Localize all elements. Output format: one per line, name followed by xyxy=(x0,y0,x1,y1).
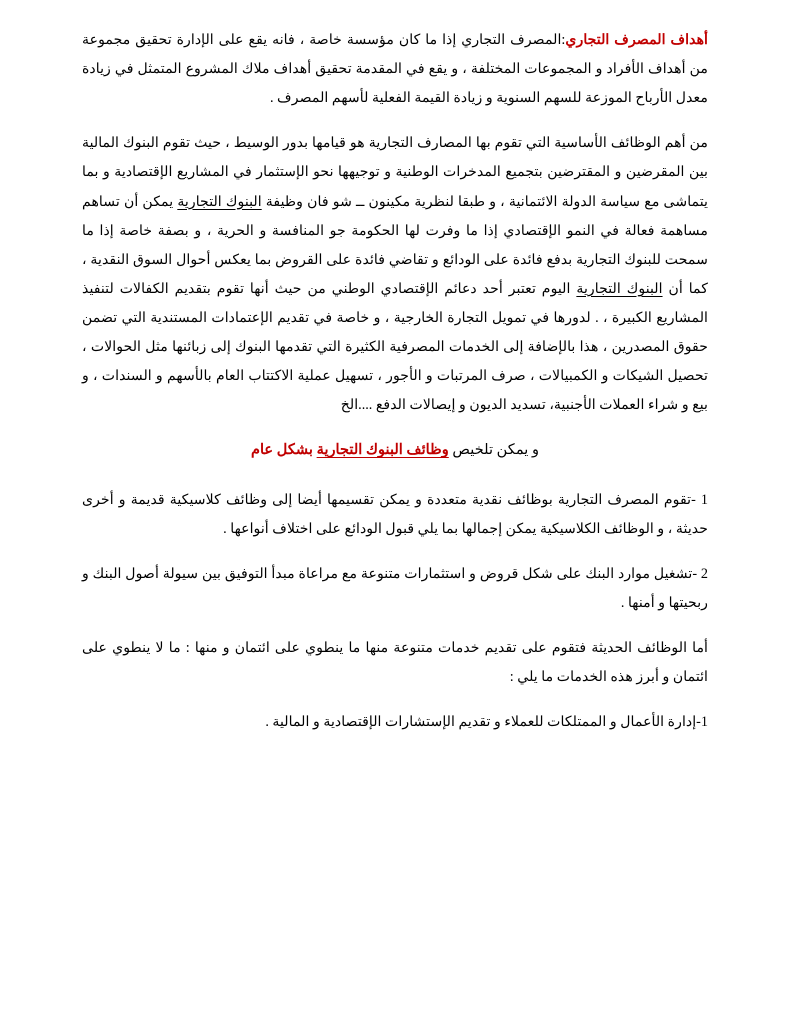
numbered-item-2-number: 2 - xyxy=(692,565,708,582)
numbered-item-2 xyxy=(82,560,708,618)
functions-underlined-1: البنوك التجارية xyxy=(177,193,262,210)
functions-segment-2: يمكن أن تساهم مساهمة فعالة في النمو الإقتصادي إذا ما وفرت لها الحكومة جو المنافسة و الحرية ، و بصفة خاصة إذا ما سمحت للبنوك التجارية بدفع فائدة على الودائع و تقاضي فائدة على القروض بما يعكس أحوال السوق النقدية ، كما أن xyxy=(82,193,708,297)
paragraph-bank-functions xyxy=(82,129,708,420)
paragraph-modern-functions: أما الوظائف الحديثة فتقوم على تقديم خدمات متنوعة منها ما ينطوي على ائتمان و منها : ما لا ينطوي على ائتمان و أبرز هذه الخدمات ما يلي : xyxy=(82,640,708,686)
numbered-item-1-text: تقوم المصرف التجارية بوظائف نقدية متعددة و يمكن تقسيمها أيضا إلى وظائف كلاسيكية قديمة و أخرى حديثة ، و الوظائف الكلاسيكية يمكن إجمالها بما يلي قبول الودائع على اختلاف أنواعها . xyxy=(82,491,708,537)
document-body xyxy=(82,26,708,737)
numbered-item-2-text: تشغيل موارد البنك على شكل قروض و استثمارات متنوعة مع مراعاة مبدأ التوفيق بين سيولة أصول البنك و ربحيتها و أمنها . xyxy=(82,565,708,611)
functions-underlined-2: البنوك التجارية xyxy=(576,280,663,297)
paragraph-bank-goals-text: :المصرف التجاري إذا ما كان مؤسسة خاصة ، فانه يقع على الإدارة تحقيق مجموعة من أهداف الأفراد و المجموعات المختلفة ، و يقع في المقدمة تحقيق أهداف ملاك المشروع المتمثل في زيادة معدل الأرباح الموزعة للسهم السنوية و زيادة القيمة الفعلية لأسهم المصرف . xyxy=(82,32,708,107)
functions-segment-1: من أهم الوظائف الأساسية التي تقوم بها المصارف التجارية هو قيامها بدور الوسيط ، حيث تقوم البنوك المالية بين المقرضين و المقترضين بتجميع المدخرات الوطنية و توجيهها نحو الإستثمار في المشاريع الإقتصادية و بما يتماشى مع سياسة الدولة الائتمانية ، و طبقا لنظرية مكينون ــ شو فان وظيفة xyxy=(82,135,708,210)
summary-heading-suffix: بشكل عام xyxy=(250,442,317,459)
numbered-item-1-number: 1 - xyxy=(691,491,708,508)
paragraph-bank-goals xyxy=(82,26,708,113)
summary-heading-prefix: و يمكن تلخيص xyxy=(448,442,540,459)
summary-heading-emphasis: وظائف البنوك التجارية xyxy=(316,442,449,459)
service-item-1-text: إدارة الأعمال و الممتلكات للعملاء و تقديم الإستشارات الإقتصادية و المالية . xyxy=(265,714,697,731)
service-item-1-number: 1- xyxy=(696,714,708,731)
heading-bank-goals: أهداف المصرف التجاري xyxy=(565,32,708,48)
summary-heading xyxy=(82,436,708,465)
numbered-item-1 xyxy=(82,486,708,544)
functions-segment-3: اليوم تعتبر أحد دعائم الإقتصادي الوطني من حيث أنها تقوم بتقديم الكفالات لتنفيذ المشاريع الكبيرة ، . لدورها في تمويل التجارة الخارجية ، و خاصة في تقديم الإعتمادات المستندية التي تضمن حقوق المصدرين ، هذا بالإضافة إلى الخدمات المصرفية الكثيرة التي تقدمها البنوك إلى زبائنها مثل الحوالات ، تحصيل الشيكات و الكمبيالات ، صرف المرتبات و الأجور ، تسهيل عملية الاكتتاب العام بالأسهم و السندات ، و بيع و شراء العملات الأجنبية، تسديد الديون و إيصالات الدفع ....الخ xyxy=(82,280,708,414)
service-item-1 xyxy=(82,708,708,737)
